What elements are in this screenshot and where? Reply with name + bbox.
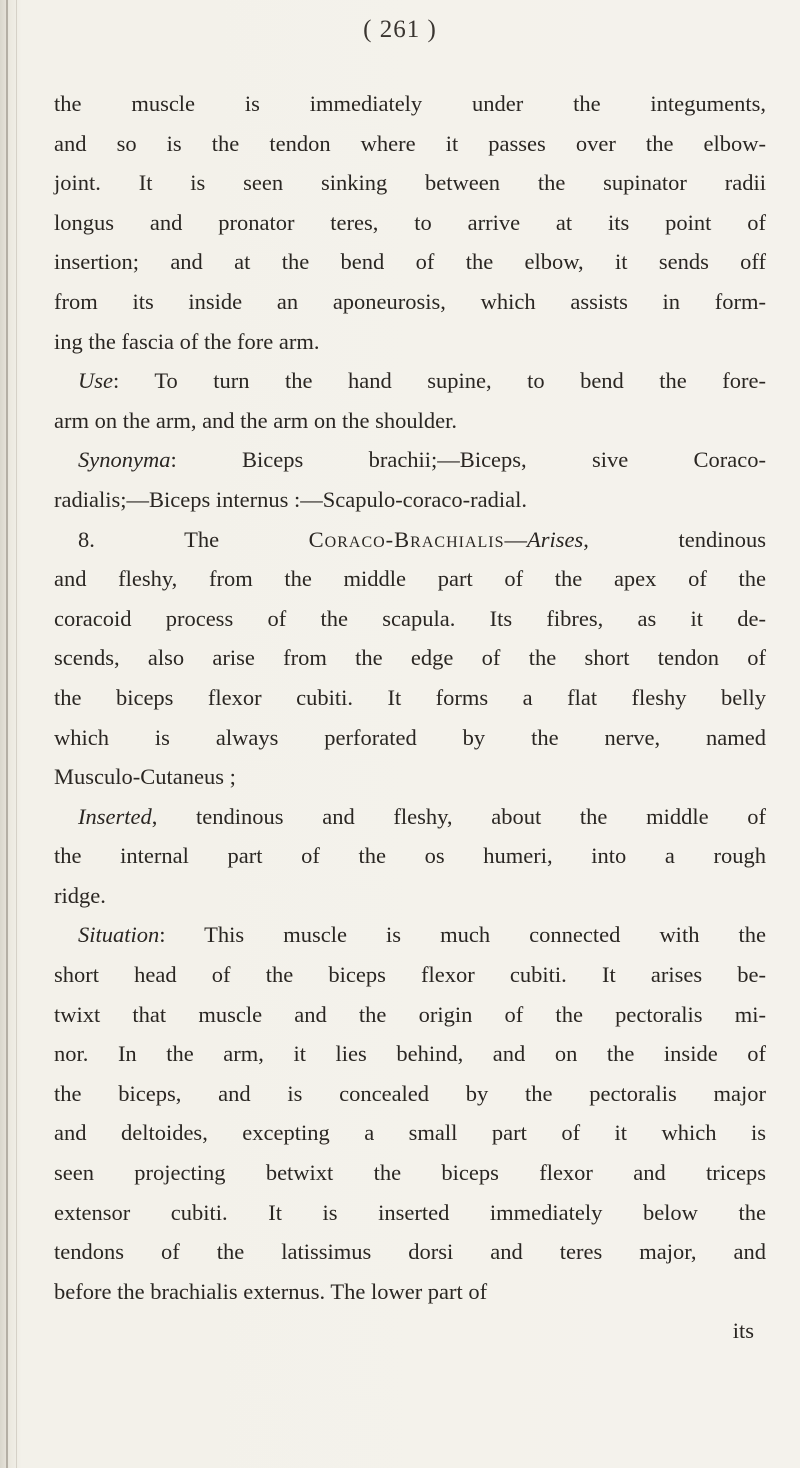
text-span: Musculo-Cutaneus ; [54, 764, 236, 790]
text-line [54, 1074, 766, 1114]
text-line [54, 915, 766, 955]
text-line [54, 520, 766, 560]
text-line [54, 401, 766, 441]
text-line [54, 599, 766, 639]
text-span: insertion; and at the bend of the elbow, it sends off [54, 249, 766, 275]
text-span: scends, also arise from the edge of the short tendon of [54, 645, 766, 671]
text-line [54, 757, 766, 797]
text-line [54, 203, 766, 243]
text-span: and so is the tendon where it passes over the elbow- [54, 130, 766, 156]
text-line [54, 797, 766, 837]
text-line [54, 995, 766, 1035]
text-line [54, 440, 766, 480]
text-span: which is always perforated by the nerve, named [54, 724, 766, 750]
text-line [54, 1232, 766, 1272]
text-line [54, 480, 766, 520]
text-span: ing the fascia of the fore arm. [54, 328, 320, 354]
text-span: longus and pronator teres, to arrive at its point of [54, 209, 766, 235]
text-span: before the brachialis externus. The lower part of [54, 1278, 488, 1304]
text-span: the biceps flexor cubiti. It forms a flat fleshy belly [54, 684, 766, 710]
text-line [54, 638, 766, 678]
text-span: : To turn the hand supine, to bend the fore- [113, 368, 766, 394]
text-line [54, 678, 766, 718]
text-span: coracoid process of the scapula. Its fibres, as it de- [54, 605, 766, 631]
muscle-name: Coraco-Brachialis [308, 526, 505, 552]
italic-term: Use [78, 368, 113, 394]
italic-term: Situation [78, 922, 160, 948]
binding-edge [6, 0, 8, 1468]
text-line [54, 1193, 766, 1233]
text-span: and deltoides, excepting a small part of it which is [54, 1120, 766, 1146]
italic-term: Arises [527, 526, 584, 552]
text-span: 8. The [78, 526, 309, 552]
text-span: nor. In the arm, it lies behind, and on the inside of [54, 1041, 766, 1067]
body-text [54, 84, 766, 1351]
text-line [54, 718, 766, 758]
text-span: radialis;—Biceps internus :—Scapulo-coraco-radial. [54, 486, 527, 512]
text-line [54, 282, 766, 322]
catchword: its [732, 1318, 754, 1344]
text-span: arm on the arm, and the arm on the shoulder. [54, 407, 458, 433]
text-line [54, 1272, 766, 1312]
italic-term: Inserted [78, 803, 152, 829]
text-span: , tendinous and fleshy, about the middle of [151, 803, 766, 829]
text-line [54, 836, 766, 876]
text-span: — [504, 526, 528, 552]
page-number: ( 261 ) [363, 16, 437, 43]
text-line [54, 163, 766, 203]
text-span: short head of the biceps flexor cubiti. It arises be- [54, 962, 766, 988]
italic-term: Synonyma [78, 447, 171, 473]
text-span: and fleshy, from the middle part of the apex of the [54, 566, 766, 592]
text-span: from its inside an aponeurosis, which assists in form- [54, 288, 766, 314]
text-span: seen projecting betwixt the biceps flexor and triceps [54, 1160, 766, 1186]
text-line [54, 84, 766, 124]
text-span: twixt that muscle and the origin of the pectoralis mi- [54, 1001, 766, 1027]
text-span: the muscle is immediately under the integuments, [54, 91, 766, 116]
text-span: , tendinous [583, 526, 767, 552]
text-span: the biceps, and is concealed by the pectoralis major [54, 1080, 766, 1106]
text-line [54, 1153, 766, 1193]
text-line [54, 955, 766, 995]
text-span: extensor cubiti. It is inserted immediately below the [54, 1199, 766, 1225]
text-line [54, 361, 766, 401]
text-span: ridge. [54, 882, 106, 908]
text-span: joint. It is seen sinking between the supinator radii [54, 170, 766, 196]
text-span: the internal part of the os humeri, into a rough [54, 843, 766, 869]
text-span: tendons of the latissimus dorsi and teres major, and [54, 1239, 766, 1265]
text-line [54, 876, 766, 916]
text-line [54, 559, 766, 599]
text-span: : This muscle is much connected with the [159, 922, 766, 948]
text-line [54, 124, 766, 164]
text-line [54, 1034, 766, 1074]
text-span: : Biceps brachii;—Biceps, sive Coraco- [170, 447, 766, 473]
text-line [54, 322, 766, 362]
text-line [54, 1113, 766, 1153]
text-line [54, 242, 766, 282]
binding-shadow [16, 0, 17, 1468]
